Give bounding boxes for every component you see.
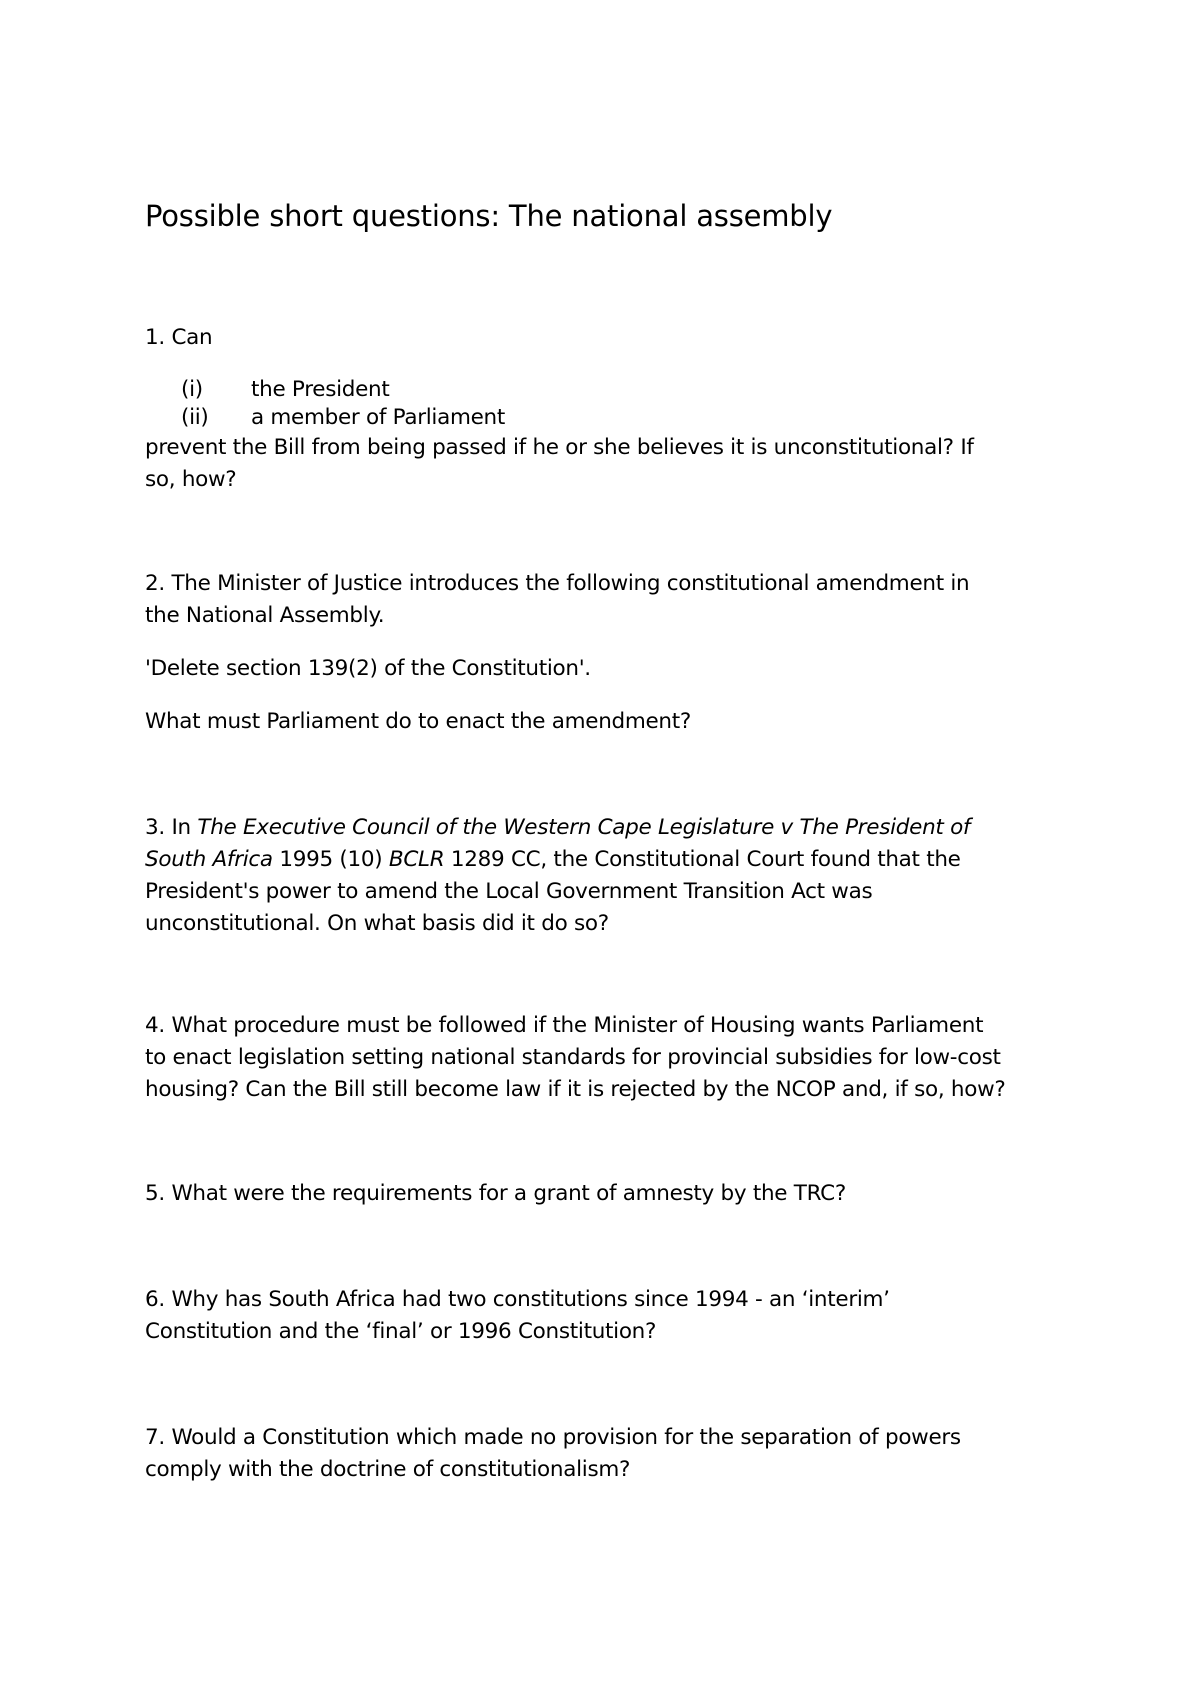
question-4-line-1: 4. What procedure must be followed if the Minister of Housing wants Parliament [145,1013,984,1038]
question-1-intro: 1. Can [145,325,213,350]
option-marker: (i) [181,377,203,402]
option-text: the President [251,377,390,402]
question-1-body [145,432,1065,496]
question-5-line-1: 5. What were the requirements for a grant of amnesty by the TRC? [145,1181,846,1206]
question-2 [145,568,1065,632]
case-name-part-1: The Executive Council of the Western Cape Legislature v The President of [197,815,971,840]
question-3-prefix: 3. In [145,815,198,840]
question-1-line-1: prevent the Bill from being passed if he or she believes it is unconstitutional? If [145,435,974,460]
citation-rest: 1289 CC, the Constitutional Court found that the [444,847,961,872]
question-2-quote [145,653,1065,685]
question-3-line-2 [145,844,1065,876]
question-2-line-2: the National Assembly. [145,603,385,628]
question-4 [145,1010,1065,1106]
question-7-line-2: comply with the doctrine of constitutionalism? [145,1457,631,1482]
citation-year: 1995 (10) [272,847,389,872]
question-3-line-3: President's power to amend the Local Government Transition Act was [145,879,873,904]
case-name-part-2: South Africa [145,847,273,872]
law-report-name: BCLR [388,847,445,872]
question-2-line-1: 2. The Minister of Justice introduces the following constitutional amendment in [145,571,970,596]
question-3 [145,812,1065,940]
question-3-line-4: unconstitutional. On what basis did it do so? [145,911,609,936]
option-marker: (ii) [181,405,209,430]
question-4-line-2: to enact legislation setting national standards for provincial subsidies for low-cost [145,1045,1001,1070]
question-3-line-1 [145,812,1065,844]
question-1-option-ii [181,404,781,432]
question-5 [145,1178,1065,1210]
question-4-line-3: housing? Can the Bill still become law if it is rejected by the NCOP and, if so, how? [145,1077,1006,1102]
question-2-question [145,706,1065,738]
question-6-line-2: Constitution and the ‘final’ or 1996 Constitution? [145,1319,657,1344]
question-6-line-1: 6. Why has South Africa had two constitutions since 1994 - an ‘interim’ [145,1287,890,1312]
option-text: a member of Parliament [251,405,505,430]
question-2-prompt: What must Parliament do to enact the amendment? [145,709,692,734]
amendment-quote: 'Delete section 139(2) of the Constitution'. [145,656,591,681]
question-1-option-i [181,376,781,404]
question-1-line-2: so, how? [145,467,237,492]
question-7-line-1: 7. Would a Constitution which made no provision for the separation of powers [145,1425,961,1450]
question-7 [145,1422,1065,1486]
page-title: Possible short questions: The national assembly [145,199,833,233]
question-1 [145,322,1065,354]
question-6 [145,1284,1065,1348]
